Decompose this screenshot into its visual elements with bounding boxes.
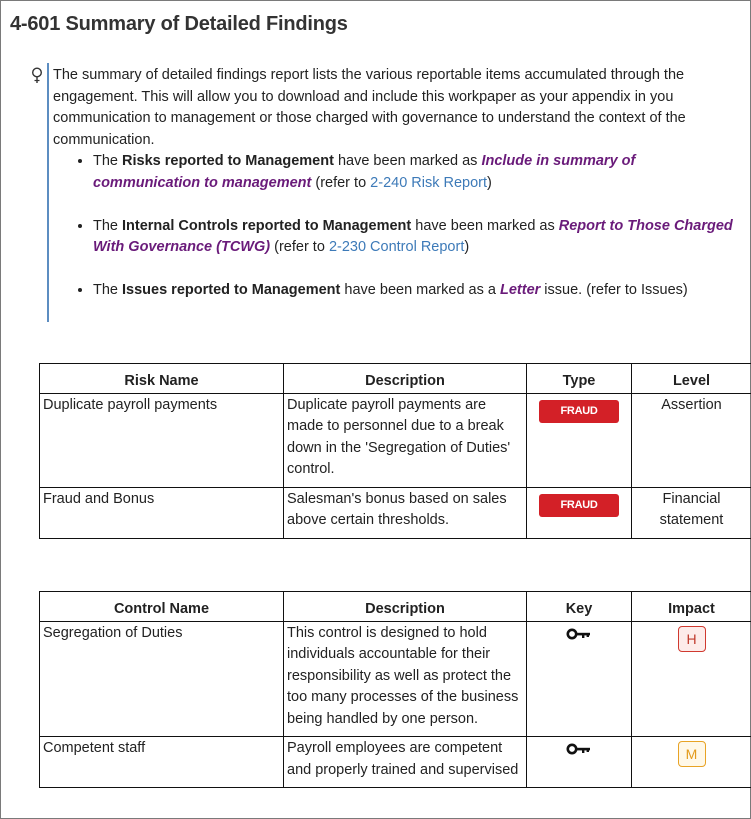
key-icon — [566, 742, 592, 756]
control-impact-header: Impact — [632, 592, 751, 622]
control-key-cell — [527, 737, 632, 788]
risk-level-cell: Financial statement — [632, 487, 751, 538]
control-name-cell: Competent staff — [40, 737, 284, 788]
table-header-row — [40, 364, 751, 394]
risk-table — [39, 363, 751, 539]
findings-list — [53, 151, 737, 302]
fraud-badge: FRAUD — [539, 400, 619, 423]
impact-high-badge: H — [678, 626, 706, 652]
control-description-cell: This control is designed to hold individuals accountable for their responsibility as well as protect the too many processes of the business being handled by one person. — [284, 621, 527, 737]
fraud-badge: FRAUD — [539, 494, 619, 517]
controls-refer-suffix: ) — [464, 239, 470, 255]
impact-medium-badge: M — [678, 741, 706, 767]
page-title: 4-601 Summary of Detailed Findings — [10, 13, 348, 35]
table-header-row — [40, 592, 751, 622]
risk-type-cell — [527, 393, 632, 487]
table-row — [40, 621, 751, 737]
risk-level-header: Level — [632, 364, 751, 394]
risk-report-link[interactable]: 2-240 Risk Report — [370, 174, 488, 191]
controls-mark: Report to Those Charged With Governance (TCWG) — [93, 217, 733, 255]
risks-prefix: The — [93, 153, 123, 169]
lightbulb-icon — [31, 67, 43, 84]
risks-refer-prefix: (refer to — [311, 174, 371, 191]
controls-prefix: The — [93, 217, 123, 234]
table-row — [40, 393, 751, 487]
control-name-header: Control Name — [40, 592, 284, 622]
risk-description-header: Description — [284, 364, 527, 394]
issues-prefix: The — [93, 282, 123, 298]
control-table — [39, 591, 751, 788]
list-item-controls — [93, 216, 737, 259]
risk-name-cell: Duplicate payroll payments — [40, 393, 284, 487]
control-impact-cell — [632, 621, 751, 737]
control-impact-cell — [632, 737, 751, 788]
risk-type-header: Type — [527, 364, 632, 394]
control-name-cell: Segregation of Duties — [40, 621, 284, 737]
control-key-cell — [527, 621, 632, 737]
table-row — [40, 737, 751, 788]
risk-description-cell: Salesman's bonus based on sales above certain thresholds. — [284, 487, 527, 538]
intro-text: The summary of detailed findings report lists the various reportable items accumulated through the engagement. This will allow you to download and include this workpaper as your appendix in you communication to management or those charged with governance to understand the context of the communication. — [53, 67, 686, 148]
risk-name-cell: Fraud and Bonus — [40, 487, 284, 538]
control-description-cell: Payroll employees are competent and properly trained and supervised — [284, 737, 527, 788]
issues-middle: have been marked as a — [340, 282, 500, 298]
risks-refer-suffix: ) — [487, 174, 492, 191]
risk-type-cell — [527, 487, 632, 538]
issues-subject: Issues reported to Management — [122, 282, 341, 298]
controls-subject: Internal Controls reported to Management — [122, 217, 412, 234]
issues-suffix: issue. (refer to Issues) — [540, 282, 688, 298]
risks-mark: Include in summary of communication to management — [93, 153, 636, 191]
controls-middle: have been marked as — [411, 217, 559, 234]
risk-description-cell: Duplicate payroll payments are made to personnel due to a break down in the 'Segregation of Duties' control. — [284, 393, 527, 487]
issues-mark: Letter — [499, 282, 541, 298]
risks-middle: have been marked as — [333, 153, 482, 169]
list-item-issues — [93, 280, 737, 302]
risks-subject: Risks reported to Management — [122, 153, 334, 169]
controls-refer-prefix: (refer to — [270, 239, 329, 255]
risk-name-header: Risk Name — [40, 364, 284, 394]
findings-tip — [47, 63, 737, 322]
list-item-risks — [93, 151, 737, 194]
key-icon — [566, 627, 592, 641]
control-key-header: Key — [527, 592, 632, 622]
table-row — [40, 487, 751, 538]
risk-level-cell: Assertion — [632, 393, 751, 487]
control-description-header: Description — [284, 592, 527, 622]
control-report-link[interactable]: 2-230 Control Report — [328, 239, 465, 255]
